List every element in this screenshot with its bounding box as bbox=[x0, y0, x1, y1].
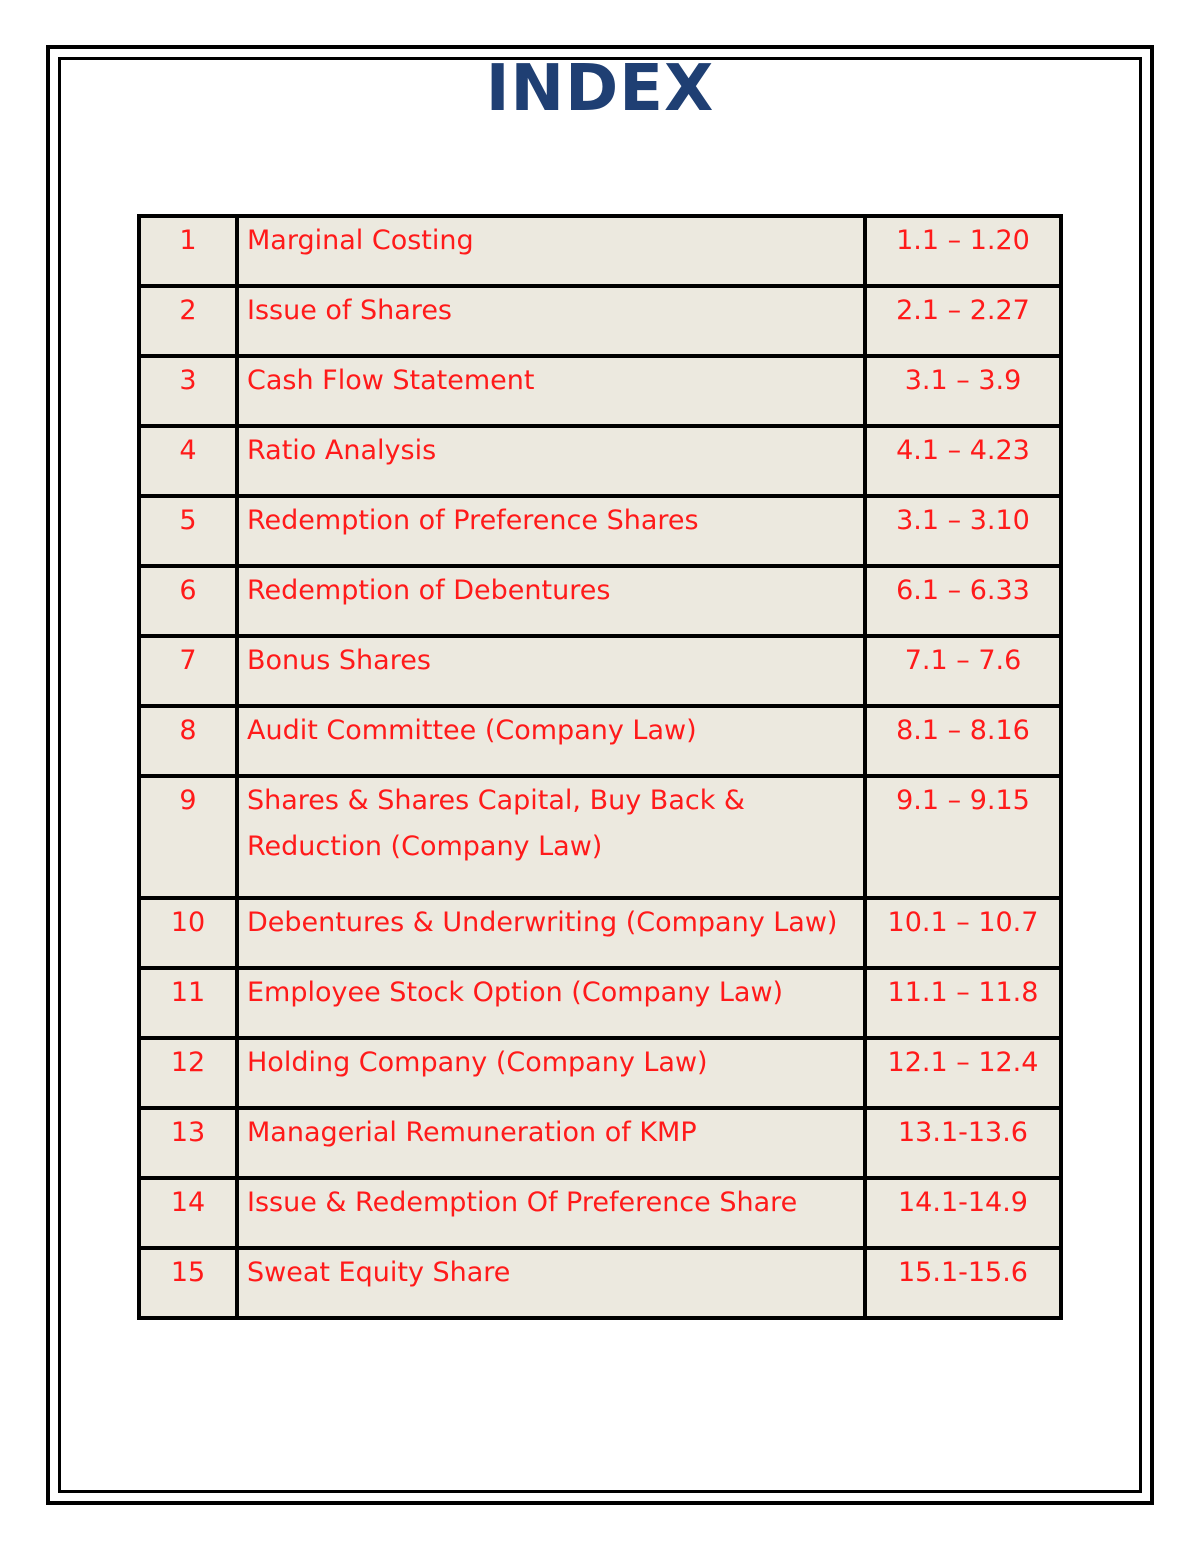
table-row bbox=[139, 426, 1061, 496]
table-row bbox=[139, 216, 1061, 286]
row-pages: 2.1 – 2.27 bbox=[865, 286, 1061, 356]
row-topic: Issue of Shares bbox=[237, 286, 865, 356]
row-pages: 13.1-13.6 bbox=[865, 1108, 1061, 1178]
row-number: 12 bbox=[139, 1038, 237, 1108]
table-row bbox=[139, 356, 1061, 426]
row-pages: 11.1 – 11.8 bbox=[865, 968, 1061, 1038]
row-number: 2 bbox=[139, 286, 237, 356]
row-topic: Debentures & Underwriting (Company Law) bbox=[237, 898, 865, 968]
row-number: 7 bbox=[139, 636, 237, 706]
row-pages: 10.1 – 10.7 bbox=[865, 898, 1061, 968]
row-pages: 1.1 – 1.20 bbox=[865, 216, 1061, 286]
table-row bbox=[139, 496, 1061, 566]
row-number: 15 bbox=[139, 1248, 237, 1318]
row-topic: Managerial Remuneration of KMP bbox=[237, 1108, 865, 1178]
table-row bbox=[139, 1178, 1061, 1248]
table-row bbox=[139, 636, 1061, 706]
table-row bbox=[139, 1038, 1061, 1108]
table-row bbox=[139, 1248, 1061, 1318]
page-title: INDEX bbox=[485, 52, 715, 126]
index-table bbox=[137, 214, 1063, 1320]
row-pages: 3.1 – 3.10 bbox=[865, 496, 1061, 566]
row-number: 13 bbox=[139, 1108, 237, 1178]
row-number: 3 bbox=[139, 356, 237, 426]
row-topic: Ratio Analysis bbox=[237, 426, 865, 496]
row-number: 14 bbox=[139, 1178, 237, 1248]
row-number: 6 bbox=[139, 566, 237, 636]
row-topic: Redemption of Debentures bbox=[237, 566, 865, 636]
row-pages: 12.1 – 12.4 bbox=[865, 1038, 1061, 1108]
table-row bbox=[139, 286, 1061, 356]
row-pages: 7.1 – 7.6 bbox=[865, 636, 1061, 706]
row-topic: Marginal Costing bbox=[237, 216, 865, 286]
row-number: 8 bbox=[139, 706, 237, 776]
table-row bbox=[139, 968, 1061, 1038]
row-number: 1 bbox=[139, 216, 237, 286]
row-number: 10 bbox=[139, 898, 237, 968]
row-pages: 14.1-14.9 bbox=[865, 1178, 1061, 1248]
row-topic: Sweat Equity Share bbox=[237, 1248, 865, 1318]
table-row bbox=[139, 1108, 1061, 1178]
row-topic: Shares & Shares Capital, Buy Back & Reduction (Company Law) bbox=[237, 776, 865, 898]
table-row bbox=[139, 776, 1061, 898]
row-number: 11 bbox=[139, 968, 237, 1038]
table-row bbox=[139, 706, 1061, 776]
row-topic: Audit Committee (Company Law) bbox=[237, 706, 865, 776]
row-pages: 6.1 – 6.33 bbox=[865, 566, 1061, 636]
row-number: 5 bbox=[139, 496, 237, 566]
row-pages: 9.1 – 9.15 bbox=[865, 776, 1061, 898]
table-row bbox=[139, 566, 1061, 636]
row-pages: 8.1 – 8.16 bbox=[865, 706, 1061, 776]
row-pages: 15.1-15.6 bbox=[865, 1248, 1061, 1318]
row-topic: Holding Company (Company Law) bbox=[237, 1038, 865, 1108]
row-topic: Issue & Redemption Of Preference Share bbox=[237, 1178, 865, 1248]
row-number: 4 bbox=[139, 426, 237, 496]
row-topic: Cash Flow Statement bbox=[237, 356, 865, 426]
row-topic: Bonus Shares bbox=[237, 636, 865, 706]
row-pages: 3.1 – 3.9 bbox=[865, 356, 1061, 426]
table-row bbox=[139, 898, 1061, 968]
row-topic: Redemption of Preference Shares bbox=[237, 496, 865, 566]
row-topic: Employee Stock Option (Company Law) bbox=[237, 968, 865, 1038]
row-number: 9 bbox=[139, 776, 237, 898]
row-pages: 4.1 – 4.23 bbox=[865, 426, 1061, 496]
